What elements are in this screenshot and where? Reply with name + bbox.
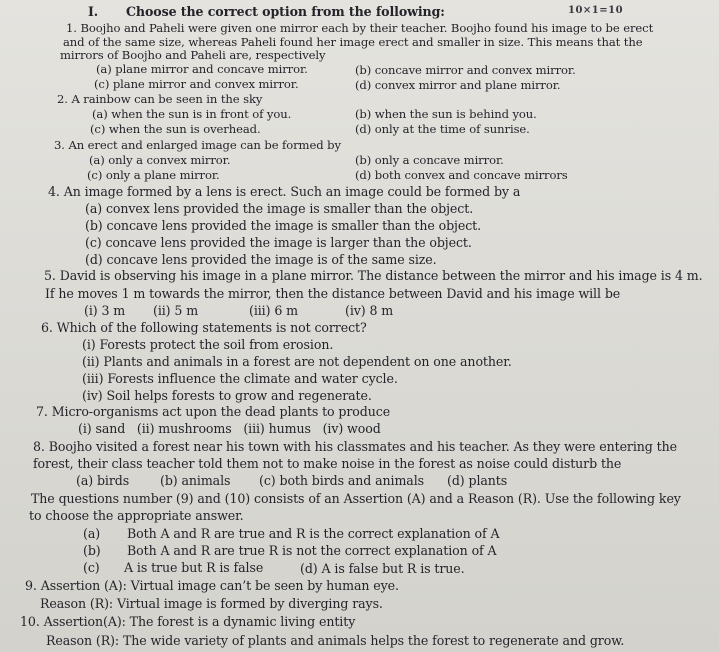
q7-options: (i) sand (ii) mushrooms (iii) humus (iv) wood xyxy=(78,421,381,436)
q2-option-d: (d) only at the time of sunrise. xyxy=(355,122,530,136)
q4-option-b: (b) concave lens provided the image is smaller than the object. xyxy=(85,218,482,233)
q4-option-a: (a) convex lens provided the image is smaller than the object. xyxy=(85,201,474,216)
q6-option-i: (i) Forests protect the soil from erosion. xyxy=(82,337,334,352)
q10-assertion: 10. Assertion(A): The forest is a dynamic living entity xyxy=(20,614,356,629)
q1-option-a: (a) plane mirror and concave mirror. xyxy=(96,62,308,76)
ar-key-b: Both A and R are true R is not the correct explanation of A xyxy=(127,543,497,558)
q3-question: 3. An erect and enlarged image can be formed by xyxy=(54,138,341,152)
q8-line2: forest, their class teacher told them not to make noise in the forest as noise could disturb the xyxy=(33,456,622,471)
q1-option-d: (d) convex mirror and plane mirror. xyxy=(355,78,561,92)
q8-option-a: (a) birds xyxy=(76,473,130,488)
q4-option-d: (d) concave lens provided the image is of the same size. xyxy=(85,252,437,267)
q5-option-i: (i) 3 m xyxy=(84,303,126,318)
q2-option-a: (a) when the sun is in front of you. xyxy=(92,107,292,121)
q9-reason: Reason (R): Virtual image is formed by diverging rays. xyxy=(40,596,383,611)
q1-line2: and of the same size, whereas Paheli found her image erect and smaller in size. This means that the xyxy=(63,35,643,49)
section-title: Choose the correct option from the following: xyxy=(126,4,445,19)
ar-key-c: A is true but R is false xyxy=(124,560,264,575)
q7-question: 7. Micro-organisms act upon the dead plants to produce xyxy=(36,404,391,419)
q8-line1: 8. Boojho visited a forest near his town with his classmates and his teacher. As they were entering the xyxy=(33,439,677,454)
ar-key-a: Both A and R are true and R is the correct explanation of A xyxy=(127,526,500,541)
q5-option-iii: (iii) 6 m xyxy=(249,303,298,318)
q4-question: 4. An image formed by a lens is erect. Such an image could be formed by a xyxy=(48,184,521,199)
q1-option-b: (b) concave mirror and convex mirror. xyxy=(355,63,576,77)
q6-option-ii: (ii) Plants and animals in a forest are not dependent on one another. xyxy=(82,354,512,369)
section-number: I. xyxy=(88,4,99,19)
marks-label: 10×1=10 xyxy=(568,5,624,16)
q8-option-c: (c) both birds and animals xyxy=(259,473,425,488)
q2-option-b: (b) when the sun is behind you. xyxy=(355,107,537,121)
q3-option-a: (a) only a convex mirror. xyxy=(89,153,231,167)
q5-option-ii: (ii) 5 m xyxy=(153,303,199,318)
q9-assertion: 9. Assertion (A): Virtual image can’t be seen by human eye. xyxy=(25,578,399,593)
q1-line3: mirrors of Boojho and Paheli are, respectively xyxy=(60,48,326,62)
q3-option-b: (b) only a concave mirror. xyxy=(355,153,504,167)
q6-option-iii: (iii) Forests influence the climate and water cycle. xyxy=(82,371,398,386)
q2-option-c: (c) when the sun is overhead. xyxy=(90,122,261,136)
q6-option-iv: (iv) Soil helps forests to grow and regenerate. xyxy=(82,388,372,403)
q3-option-c: (c) only a plane mirror. xyxy=(87,168,220,182)
q6-question: 6. Which of the following statements is not correct? xyxy=(41,320,367,335)
q1-option-c: (c) plane mirror and convex mirror. xyxy=(94,77,299,91)
q10-reason: Reason (R): The wide variety of plants and animals helps the forest to regenerate and grow. xyxy=(46,633,625,648)
q1-line1: 1. Boojho and Paheli were given one mirror each by their teacher. Boojho found his image to be erect xyxy=(66,21,654,35)
q3-option-d: (d) both convex and concave mirrors xyxy=(355,168,568,182)
q5-line1: 5. David is observing his image in a plane mirror. The distance between the mirror and his image is 4 m. xyxy=(44,268,703,283)
q2-question: 2. A rainbow can be seen in the sky xyxy=(57,92,263,106)
q8-option-b: (b) animals xyxy=(160,473,231,488)
q5-option-iv: (iv) 8 m xyxy=(345,303,394,318)
q4-option-c: (c) concave lens provided the image is larger than the object. xyxy=(85,235,472,250)
ar-instructions-line1: The questions number (9) and (10) consists of an Assertion (A) and a Reason (R). Use the following key xyxy=(31,491,681,506)
ar-key-b-tag: (b) xyxy=(83,543,101,558)
ar-key-a-tag: (a) xyxy=(83,526,101,541)
ar-key-d: (d) A is false but R is true. xyxy=(300,561,465,576)
ar-instructions-line2: to choose the appropriate answer. xyxy=(29,508,244,523)
ar-key-c-tag: (c) xyxy=(83,560,100,575)
q8-option-d: (d) plants xyxy=(447,473,508,488)
q5-line2: If he moves 1 m towards the mirror, then the distance between David and his image will be xyxy=(45,286,621,301)
